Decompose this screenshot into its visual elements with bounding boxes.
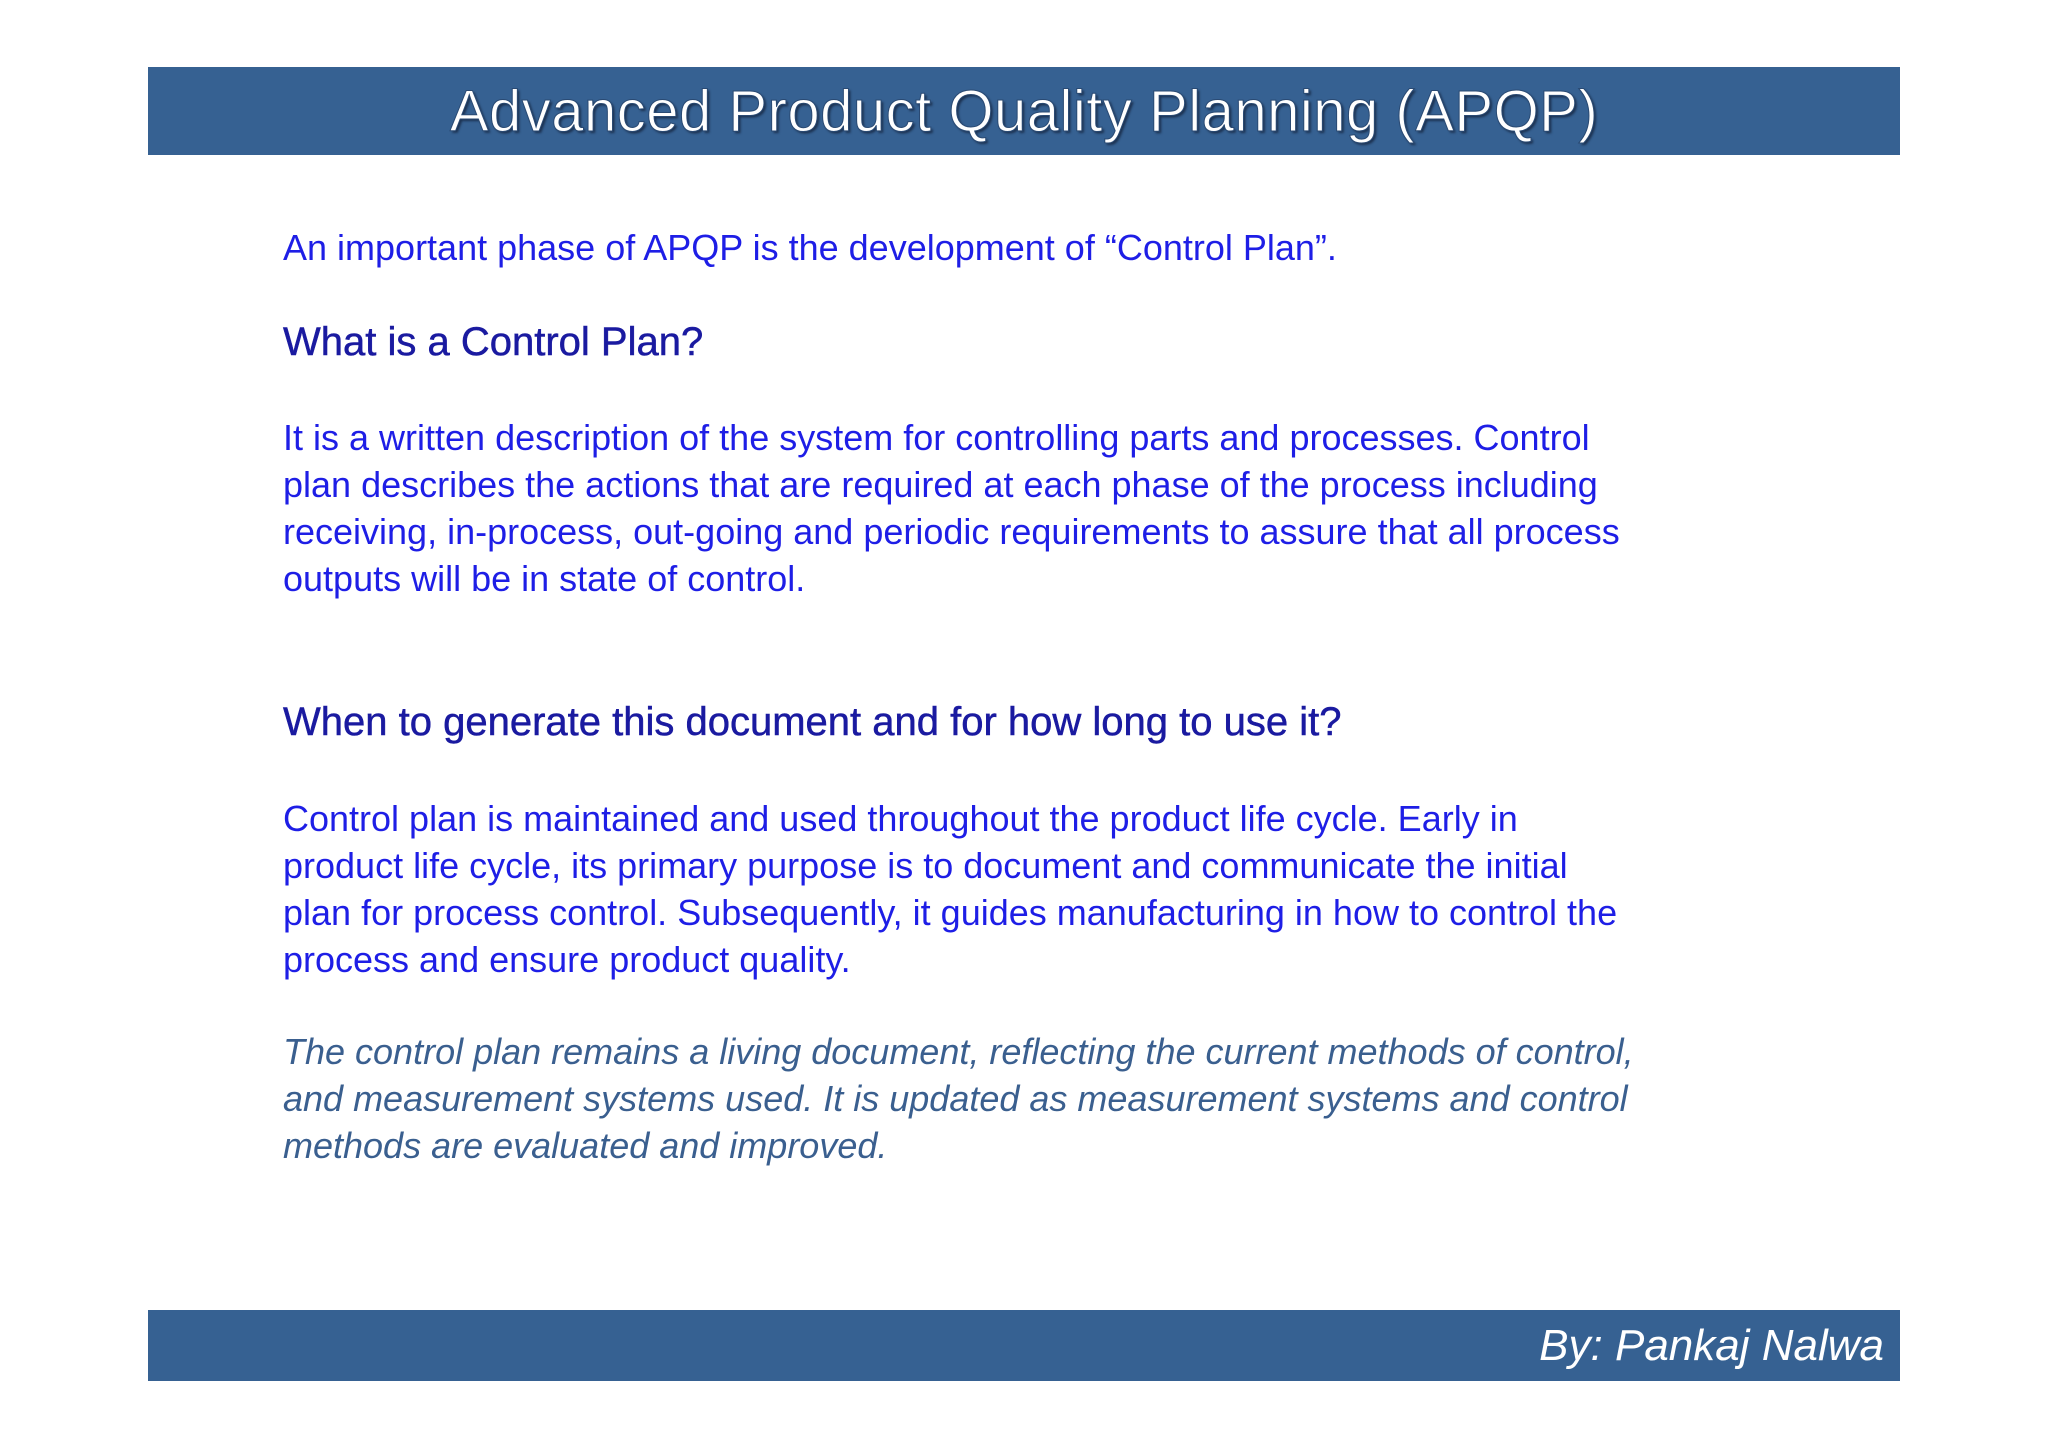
section-body-what [283, 414, 1620, 602]
body-line: receiving, in-process, out-going and periodic requirements to assure that all process [283, 511, 1620, 552]
body-line: plan for process control. Subsequently, it guides manufacturing in how to control the [283, 892, 1618, 933]
page-title: Advanced Product Quality Planning (APQP) [449, 78, 1599, 144]
body-line: It is a written description of the system for controlling parts and processes. Control [283, 417, 1590, 458]
living-document-note [283, 1028, 1634, 1169]
section-heading-when: When to generate this document and for how long to use it? [283, 700, 1342, 744]
body-line: process and ensure product quality. [283, 939, 851, 980]
section-heading-what: What is a Control Plan? [283, 320, 704, 364]
body-line: plan describes the actions that are required at each phase of the process including [283, 464, 1598, 505]
body-line: outputs will be in state of control. [283, 558, 806, 599]
note-line: The control plan remains a living document, reflecting the current methods of control, [283, 1031, 1634, 1072]
intro-text: An important phase of APQP is the development of “Control Plan”. [283, 227, 1337, 268]
author-credit: By: Pankaj Nalwa [1539, 1321, 1884, 1370]
section-body-when [283, 795, 1617, 983]
note-line: methods are evaluated and improved. [283, 1125, 888, 1166]
header-bar [148, 67, 1900, 155]
body-line: product life cycle, its primary purpose is to document and communicate the initial [283, 845, 1568, 886]
note-line: and measurement systems used. It is updated as measurement systems and control [283, 1078, 1628, 1119]
body-line: Control plan is maintained and used throughout the product life cycle. Early in [283, 798, 1518, 839]
footer-bar [148, 1310, 1900, 1381]
